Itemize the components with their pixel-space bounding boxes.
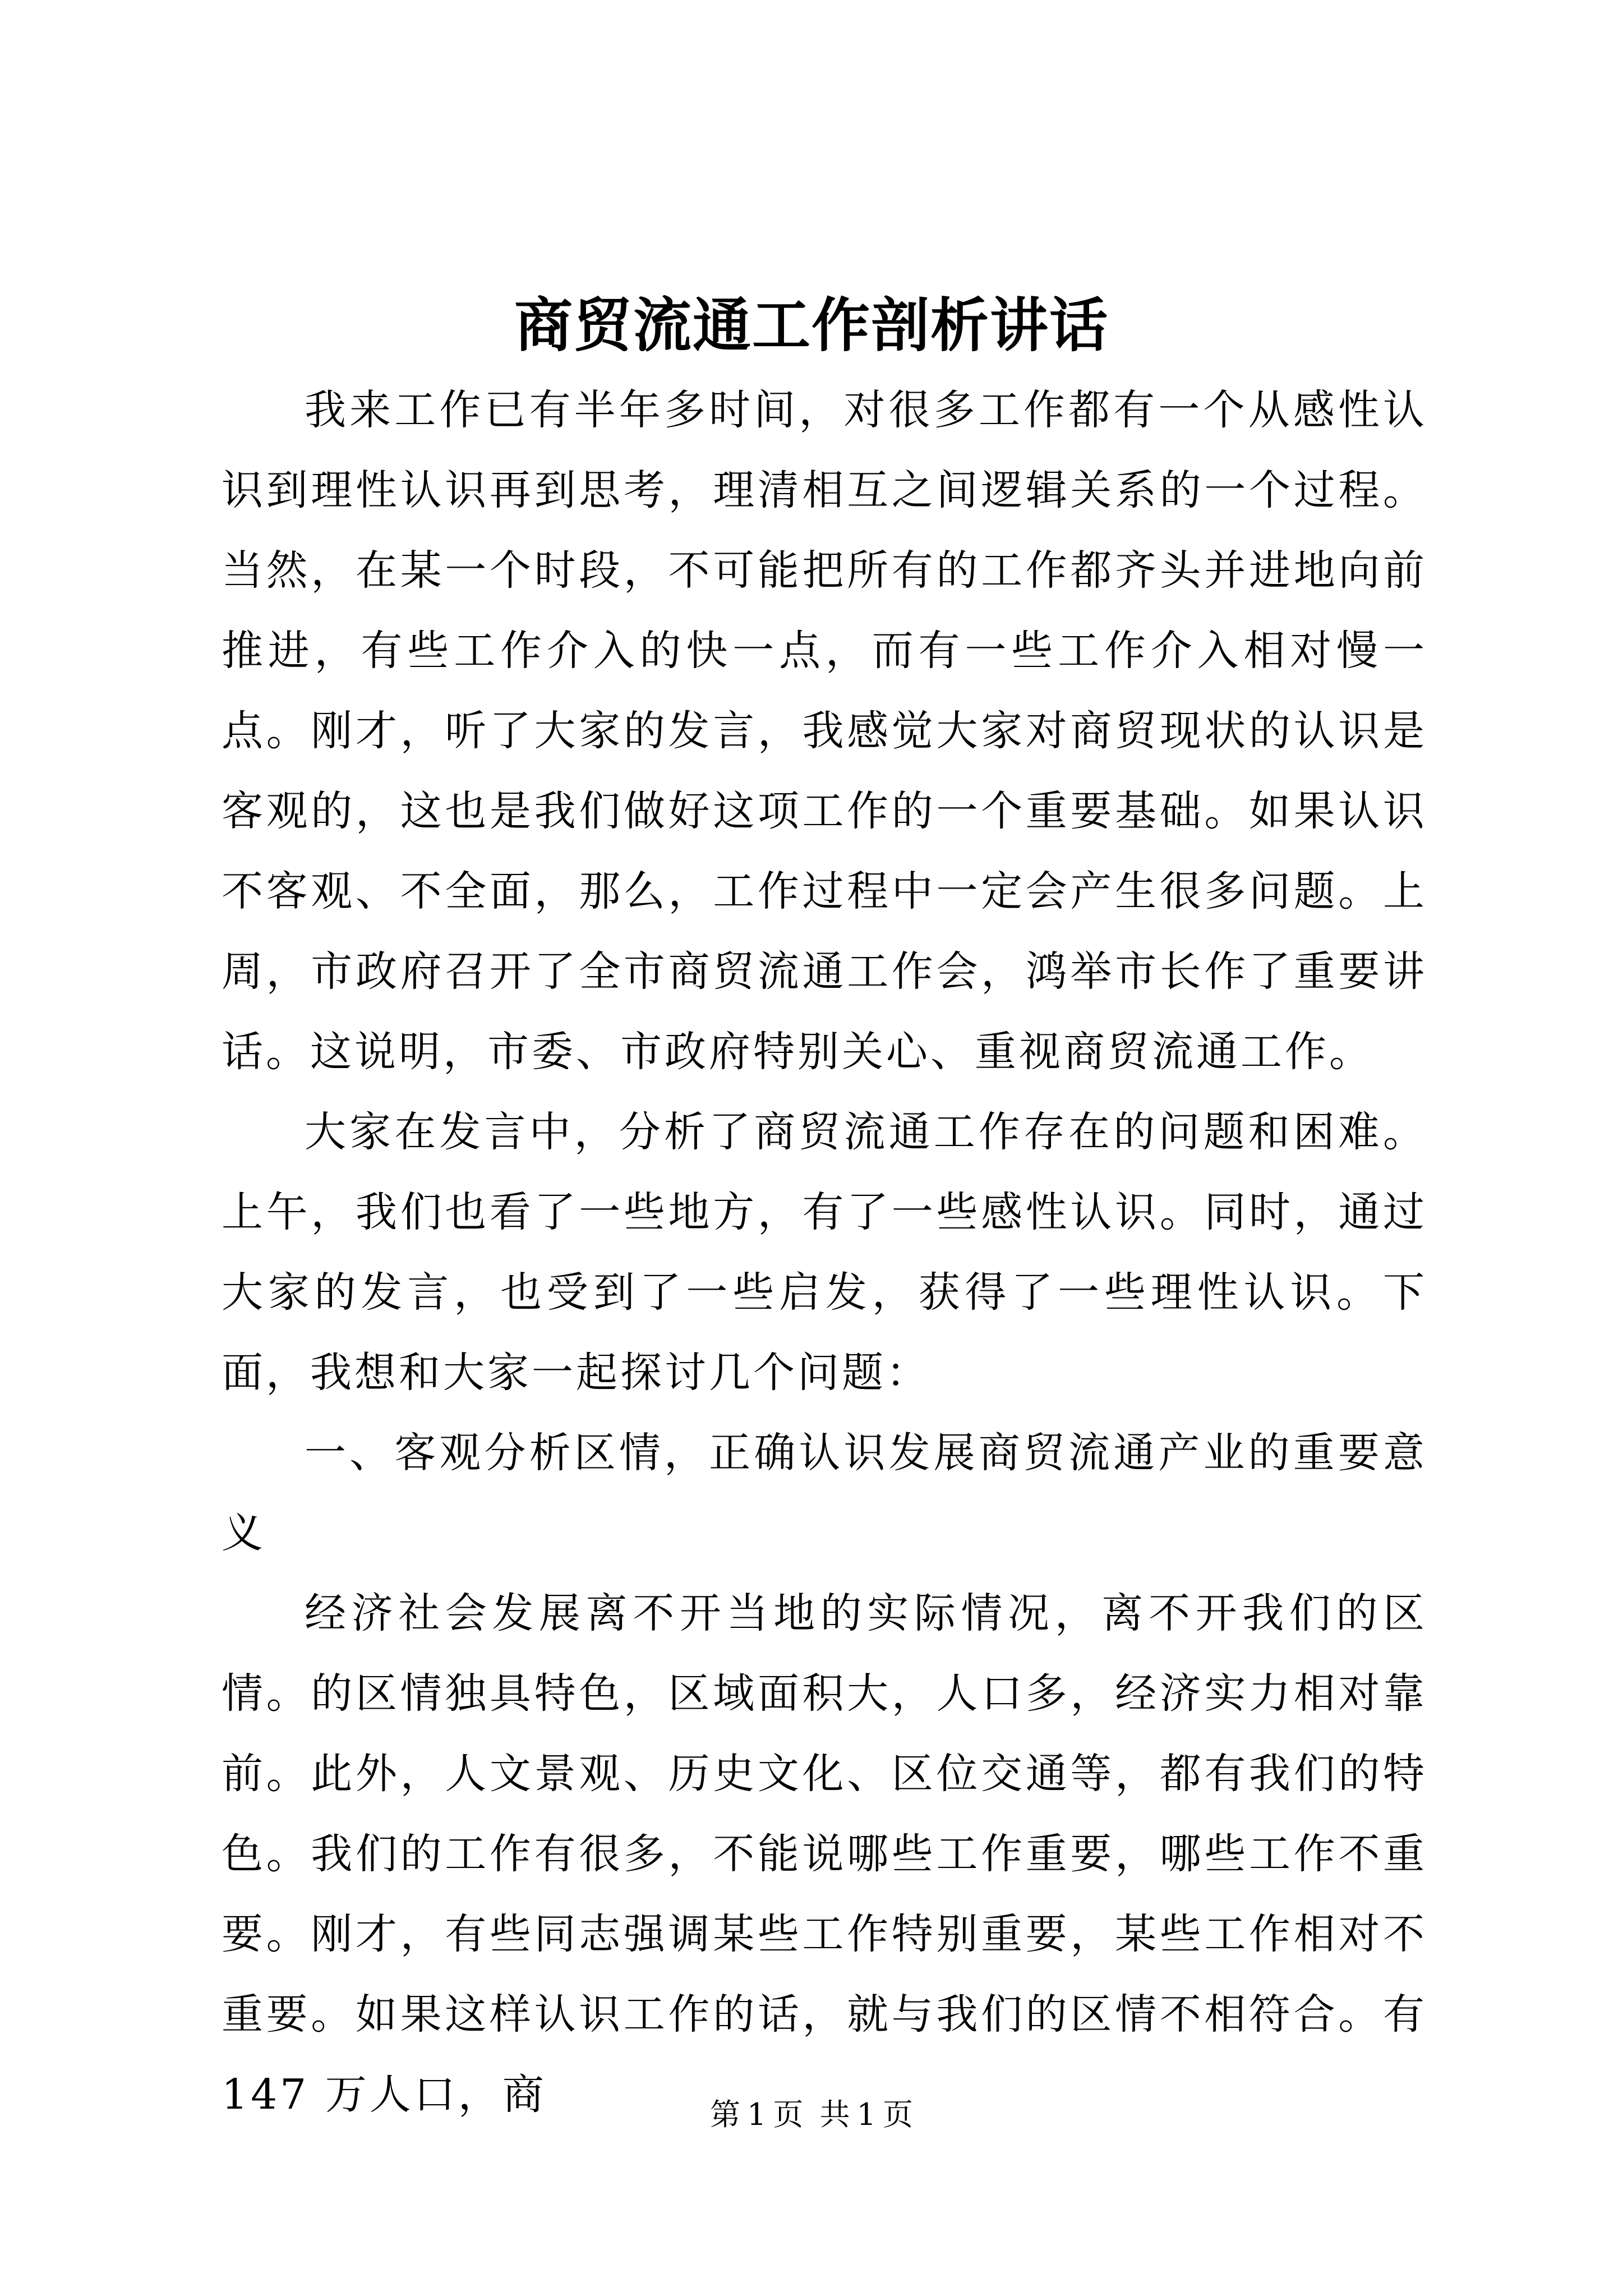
section-heading-1: 一、客观分析区情，正确认识发展商贸流通产业的重要意义 (222, 1429, 1427, 1557)
footer-page-suffix: 页 (773, 2097, 804, 2132)
footer-total-suffix: 页 (882, 2097, 913, 2132)
page-footer (0, 2092, 1623, 2137)
footer-current-page: 1 (747, 2097, 767, 2132)
document-body (222, 370, 1427, 2135)
paragraph-1: 我来工作已有半年多时间，对很多工作都有一个从感性认识到理性认识再到思考，理清相互之间逻辑关系的一个过程。当然，在某一个时段，不可能把所有的工作都齐头并进地向前推进，有些工作介入的快一点，而有一些工作介入相对慢一点。刚才，听了大家的发言，我感觉大家对商贸现状的认识是客观的，这也是我们做好这项工作的一个重要基础。如果认识不客观、不全面，那么，工作过程中一定会产生很多问题。上周，市政府召开了全市商贸流通工作会，鸿举市长作了重要讲话。这说明，市委、市政府特别关心、重视商贸流通工作。 (222, 386, 1427, 1076)
footer-total-pages: 1 (856, 2097, 876, 2132)
footer-total-prefix: 共 (819, 2097, 850, 2132)
paragraph-3: 经济社会发展离不开当地的实际情况，离不开我们的区情。的区情独具特色，区域面积大，人口多，经济实力相对靠前。此外，人文景观、历史文化、区位交通等，都有我们的特色。我们的工作有很多，不能说哪些工作重要，哪些工作不重要。刚才，有些同志强调某些工作特别重要，某些工作相对不重要。如果这样认识工作的话，就与我们的区情不相符合。有 147 万人口，商 (222, 1589, 1427, 2119)
footer-page-prefix: 第 (710, 2097, 741, 2132)
document-title: 商贸流通工作剖析讲话 (514, 291, 1109, 360)
paragraph-2: 大家在发言中，分析了商贸流通工作存在的问题和困难。上午，我们也看了一些地方，有了一些感性认识。同时，通过大家的发言，也受到了一些启发，获得了一些理性认识。下面，我想和大家一起探讨几个问题： (222, 1108, 1427, 1397)
